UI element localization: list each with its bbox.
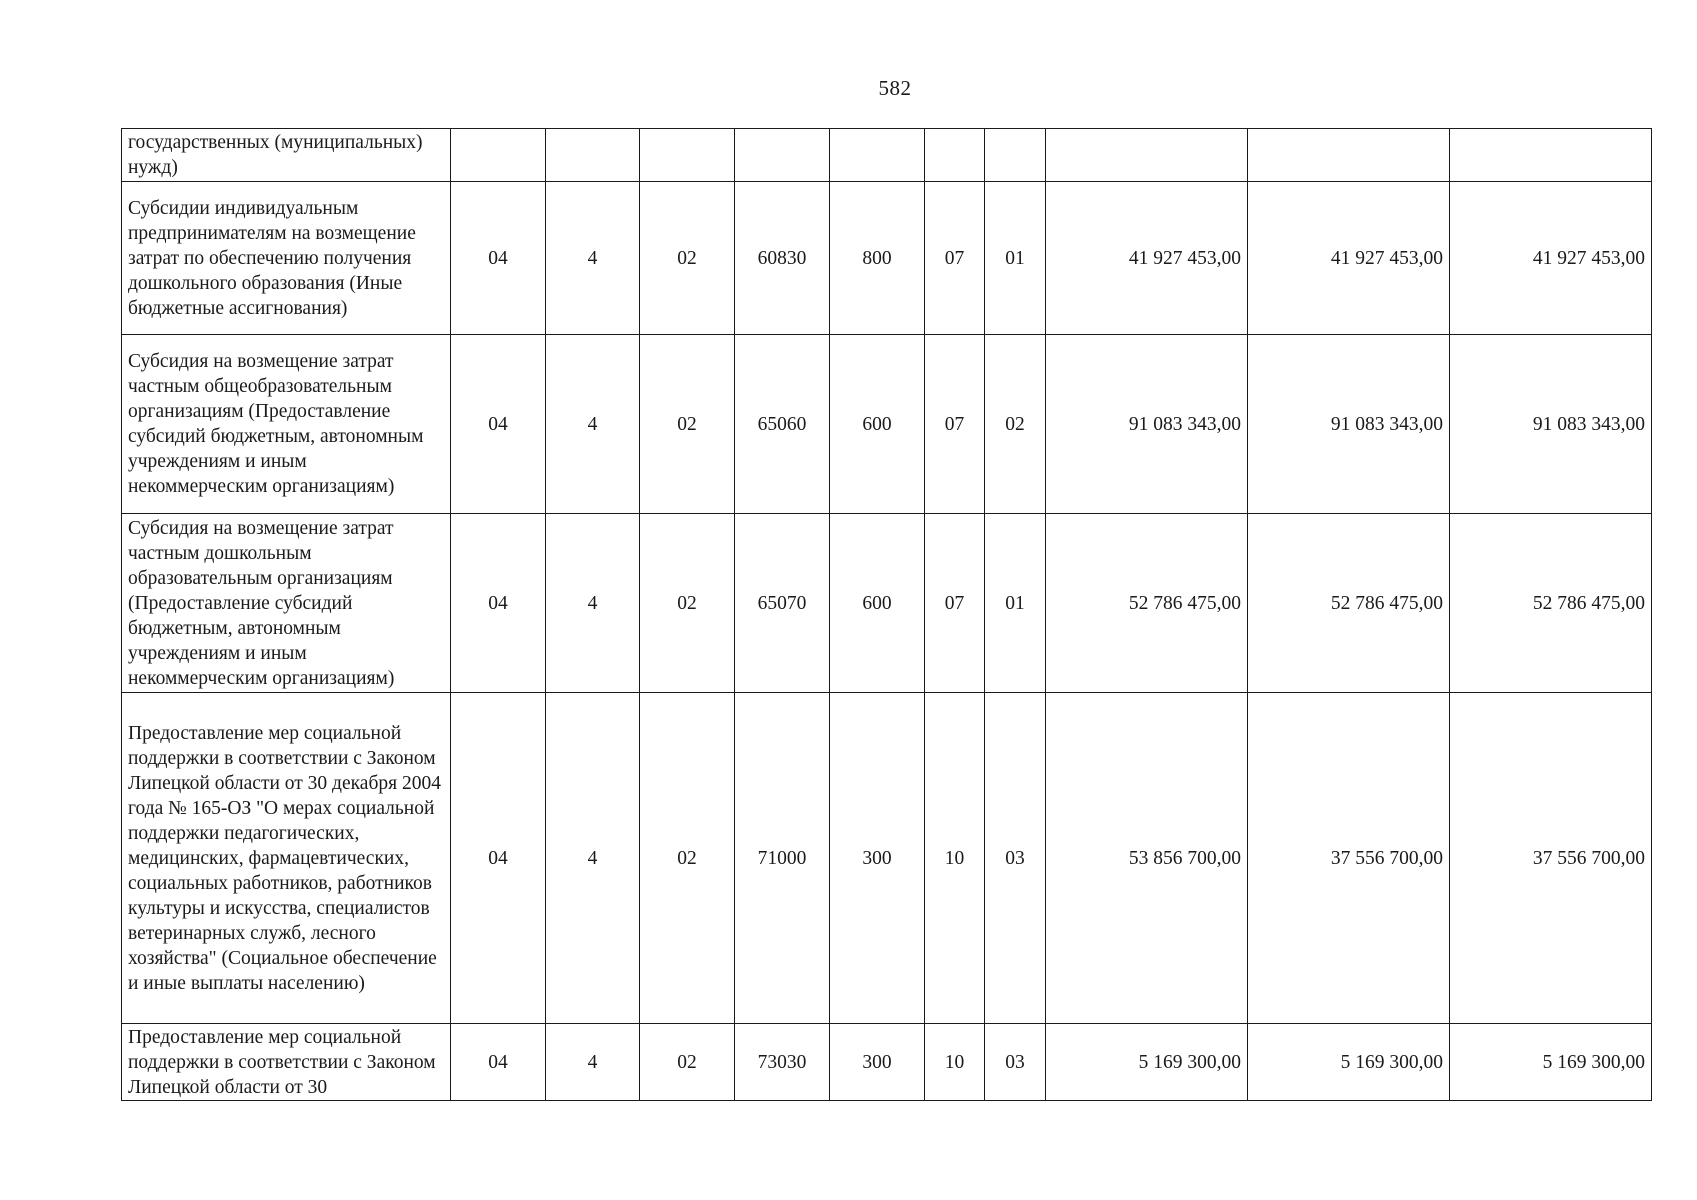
code-expense-type-cell: 800 xyxy=(830,182,925,335)
code-program-cell: 4 xyxy=(546,335,640,514)
table-row xyxy=(122,514,1652,693)
amount-year-2-cell xyxy=(1248,129,1450,182)
code-subprogram-cell: 02 xyxy=(640,335,735,514)
amount-year-1-cell xyxy=(1046,129,1248,182)
table-row xyxy=(122,129,1652,182)
amount-year-2-cell: 52 786 475,00 xyxy=(1248,514,1450,693)
code-section-cell xyxy=(925,129,985,182)
amount-year-3-cell: 52 786 475,00 xyxy=(1450,514,1652,693)
amount-year-1-cell: 52 786 475,00 xyxy=(1046,514,1248,693)
table-body xyxy=(122,129,1652,1101)
code-section-cell: 07 xyxy=(925,335,985,514)
amount-year-3-cell xyxy=(1450,129,1652,182)
amount-year-3-cell: 5 169 300,00 xyxy=(1450,1024,1652,1101)
code-direction-cell: 65070 xyxy=(735,514,830,693)
amount-year-3-cell: 41 927 453,00 xyxy=(1450,182,1652,335)
code-subprogram-cell: 02 xyxy=(640,693,735,1024)
code-subsection-cell: 03 xyxy=(985,1024,1046,1101)
amount-year-1-cell: 41 927 453,00 xyxy=(1046,182,1248,335)
code-expense-type-cell: 600 xyxy=(830,514,925,693)
code-subsection-cell: 02 xyxy=(985,335,1046,514)
code-direction-cell xyxy=(735,129,830,182)
page-number: 582 xyxy=(878,76,912,100)
code-admin-cell: 04 xyxy=(451,1024,546,1101)
code-program-cell: 4 xyxy=(546,693,640,1024)
amount-year-2-cell: 41 927 453,00 xyxy=(1248,182,1450,335)
row-description: Субсидия на возмещение затрат частным дошкольным образовательным организациям (Предоставление субсидий бюджетным, автономным учреждениям и иным некоммерческим организациям) xyxy=(122,514,451,693)
code-admin-cell: 04 xyxy=(451,514,546,693)
row-description: Субсидия на возмещение затрат частным общеобразовательным организациям (Предоставление субсидий бюджетным, автономным учреждениям и иным некоммерческим организациям) xyxy=(122,335,451,514)
code-subsection-cell xyxy=(985,129,1046,182)
code-section-cell: 07 xyxy=(925,514,985,693)
code-program-cell: 4 xyxy=(546,182,640,335)
amount-year-2-cell: 37 556 700,00 xyxy=(1248,693,1450,1024)
amount-year-1-cell: 91 083 343,00 xyxy=(1046,335,1248,514)
code-section-cell: 10 xyxy=(925,693,985,1024)
code-subprogram-cell: 02 xyxy=(640,182,735,335)
code-admin-cell xyxy=(451,129,546,182)
code-subsection-cell: 03 xyxy=(985,693,1046,1024)
code-admin-cell: 04 xyxy=(451,335,546,514)
code-expense-type-cell: 600 xyxy=(830,335,925,514)
code-direction-cell: 73030 xyxy=(735,1024,830,1101)
code-program-cell: 4 xyxy=(546,1024,640,1101)
code-expense-type-cell xyxy=(830,129,925,182)
code-subprogram-cell: 02 xyxy=(640,514,735,693)
row-description: государственных (муниципальных) нужд) xyxy=(122,129,451,182)
code-program-cell xyxy=(546,129,640,182)
code-expense-type-cell: 300 xyxy=(830,693,925,1024)
code-direction-cell: 65060 xyxy=(735,335,830,514)
amount-year-1-cell: 53 856 700,00 xyxy=(1046,693,1248,1024)
code-expense-type-cell: 300 xyxy=(830,1024,925,1101)
code-subsection-cell: 01 xyxy=(985,182,1046,335)
row-description: Субсидии индивидуальным предпринимателям на возмещение затрат по обеспечению получения дошкольного образования (Иные бюджетные ассигнования) xyxy=(122,182,451,335)
row-description: Предоставление мер социальной поддержки в соответствии с Законом Липецкой области от 30 xyxy=(122,1024,451,1101)
code-section-cell: 10 xyxy=(925,1024,985,1101)
amount-year-2-cell: 5 169 300,00 xyxy=(1248,1024,1450,1101)
budget-table xyxy=(121,128,1652,1101)
table-row xyxy=(122,1024,1652,1101)
table-row xyxy=(122,693,1652,1024)
code-direction-cell: 60830 xyxy=(735,182,830,335)
code-admin-cell: 04 xyxy=(451,182,546,335)
table-row xyxy=(122,182,1652,335)
code-subprogram-cell: 02 xyxy=(640,1024,735,1101)
amount-year-2-cell: 91 083 343,00 xyxy=(1248,335,1450,514)
code-direction-cell: 71000 xyxy=(735,693,830,1024)
code-program-cell: 4 xyxy=(546,514,640,693)
amount-year-1-cell: 5 169 300,00 xyxy=(1046,1024,1248,1101)
amount-year-3-cell: 91 083 343,00 xyxy=(1450,335,1652,514)
table-row xyxy=(122,335,1652,514)
amount-year-3-cell: 37 556 700,00 xyxy=(1450,693,1652,1024)
code-section-cell: 07 xyxy=(925,182,985,335)
row-description: Предоставление мер социальной поддержки в соответствии с Законом Липецкой области от 30 декабря 2004 года № 165-ОЗ "О мерах социальной поддержки педагогических, медицинских, фармацевтических, социальных работников, работников культуры и искусства, специалистов ветеринарных служб, лесного хозяйства" (Социальное обеспечение и иные выплаты населению) xyxy=(122,693,451,1024)
code-subprogram-cell xyxy=(640,129,735,182)
code-subsection-cell: 01 xyxy=(985,514,1046,693)
code-admin-cell: 04 xyxy=(451,693,546,1024)
